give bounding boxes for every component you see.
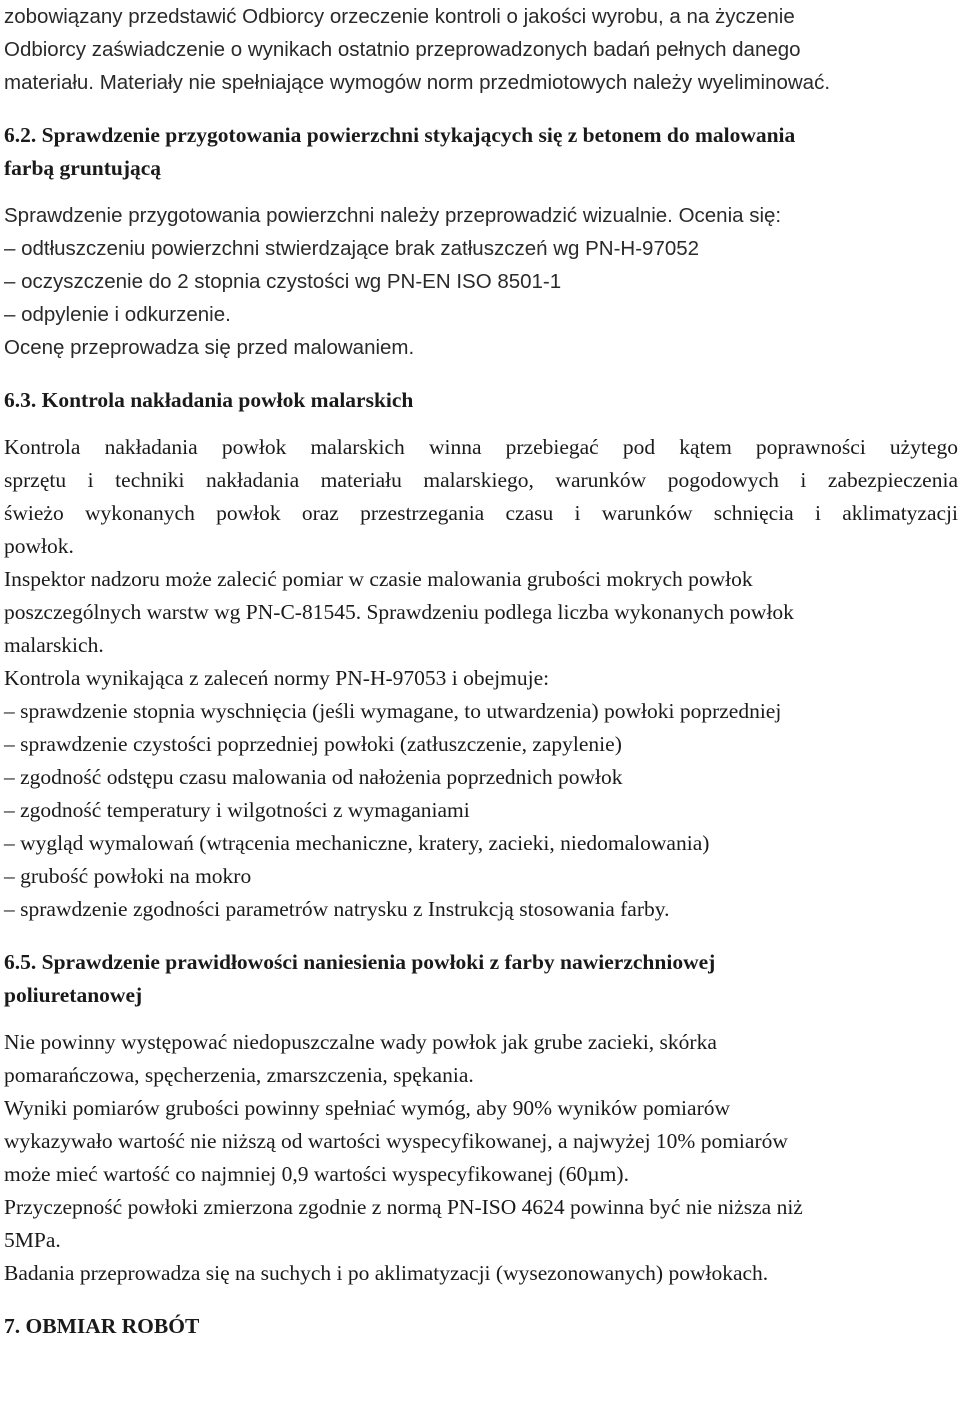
section-6-3-line-1: Kontrola nakładania powłok malarskich winna przebiegać pod kątem poprawności użytego bbox=[4, 435, 958, 459]
section-6-5-line-8: Badania przeprowadza się na suchych i po aklimatyzacji (wysezonowanych) powłokach. bbox=[4, 1261, 769, 1285]
section-6-2-heading-line-2: farbą gruntującą bbox=[4, 156, 162, 180]
section-6-5-heading-line-2: poliuretanowej bbox=[4, 983, 143, 1007]
section-6-3-list-item-4: – zgodność temperatury i wilgotności z wymaganiami bbox=[4, 798, 470, 822]
section-6-2-list-item-2: – oczyszczenie do 2 stopnia czystości wg PN-EN ISO 8501-1 bbox=[4, 270, 562, 293]
section-6-3-list-item-7: – sprawdzenie zgodności parametrów natrysku z Instrukcją stosowania farby. bbox=[4, 897, 670, 921]
section-6-3-line-4: powłok. bbox=[4, 534, 74, 558]
section-6-3-line-8: Kontrola wynikająca z zaleceń normy PN-H-97053 i obejmuje: bbox=[4, 666, 550, 690]
section-6-2-list-item-3: – odpylenie i odkurzenie. bbox=[4, 303, 231, 326]
section-6-5 bbox=[4, 946, 958, 1290]
section-6-5-line-4: wykazywało wartość nie niższą od wartości wyspecyfikowanej, a najwyżej 10% pomiarów bbox=[4, 1129, 788, 1153]
section-6-2-line-1: Sprawdzenie przygotowania powierzchni należy przeprowadzić wizualnie. Ocenia się: bbox=[4, 204, 782, 227]
section-6-3-list-item-2: – sprawdzenie czystości poprzedniej powłoki (zatłuszczenie, zapylenie) bbox=[4, 732, 622, 756]
section-6-2-line-5: Ocenę przeprowadza się przed malowaniem. bbox=[4, 336, 415, 359]
intro-line-1: zobowiązany przedstawić Odbiorcy orzeczenie kontroli o jakości wyrobu, a na życzenie bbox=[4, 5, 795, 28]
section-6-2 bbox=[4, 119, 958, 364]
section-6-3-list-item-3: – zgodność odstępu czasu malowania od nałożenia poprzednich powłok bbox=[4, 765, 623, 789]
section-6-5-line-5: może mieć wartość co najmniej 0,9 wartości wyspecyfikowanej (60µm). bbox=[4, 1162, 629, 1186]
section-7-heading: 7. OBMIAR ROBÓT bbox=[4, 1314, 200, 1338]
section-6-3-list-item-1: – sprawdzenie stopnia wyschnięcia (jeśli wymagane, to utwardzenia) powłoki poprzedniej bbox=[4, 699, 782, 723]
section-6-3-line-6: poszczególnych warstw wg PN-C-81545. Sprawdzeniu podlega liczba wykonanych powłok bbox=[4, 600, 794, 624]
section-6-3 bbox=[4, 384, 958, 926]
section-6-2-list-item-1: – odtłuszczeniu powierzchni stwierdzające brak zatłuszczeń wg PN-H-97052 bbox=[4, 237, 700, 260]
section-6-3-line-3: świeżo wykonanych powłok oraz przestrzegania czasu i warunków schnięcia i aklimatyzacji bbox=[4, 501, 958, 525]
section-6-5-line-1: Nie powinny występować niedopuszczalne wady powłok jak grube zacieki, skórka bbox=[4, 1030, 717, 1054]
document-page bbox=[4, 0, 958, 1343]
intro-paragraph bbox=[4, 0, 958, 99]
intro-line-3: materiału. Materiały nie spełniające wymogów norm przedmiotowych należy wyeliminować. bbox=[4, 71, 831, 94]
section-6-5-heading-line-1: 6.5. Sprawdzenie prawidłowości naniesienia powłoki z farby nawierzchniowej bbox=[4, 950, 716, 974]
section-6-2-heading-line-1: 6.2. Sprawdzenie przygotowania powierzchni stykających się z betonem do malowania bbox=[4, 123, 796, 147]
section-6-5-line-7: 5MPa. bbox=[4, 1228, 61, 1252]
section-6-3-line-5: Inspektor nadzoru może zalecić pomiar w czasie malowania grubości mokrych powłok bbox=[4, 567, 753, 591]
section-6-5-line-2: pomarańczowa, spęcherzenia, zmarszczenia, spękania. bbox=[4, 1063, 474, 1087]
section-6-5-line-3: Wyniki pomiarów grubości powinny spełniać wymóg, aby 90% wyników pomiarów bbox=[4, 1096, 731, 1120]
section-6-3-heading: 6.3. Kontrola nakładania powłok malarskich bbox=[4, 388, 414, 412]
intro-line-2: Odbiorcy zaświadczenie o wynikach ostatnio przeprowadzonych badań pełnych danego bbox=[4, 38, 801, 61]
section-6-3-line-7: malarskich. bbox=[4, 633, 104, 657]
section-6-3-list-item-6: – grubość powłoki na mokro bbox=[4, 864, 252, 888]
section-6-3-line-2: sprzętu i techniki nakładania materiału malarskiego, warunków pogodowych i zabezpieczenia bbox=[4, 468, 958, 492]
section-6-3-list-item-5: – wygląd wymalowań (wtrącenia mechaniczne, kratery, zacieki, niedomalowania) bbox=[4, 831, 710, 855]
section-6-5-line-6: Przyczepność powłoki zmierzona zgodnie z normą PN-ISO 4624 powinna być nie niższa niż bbox=[4, 1195, 803, 1219]
